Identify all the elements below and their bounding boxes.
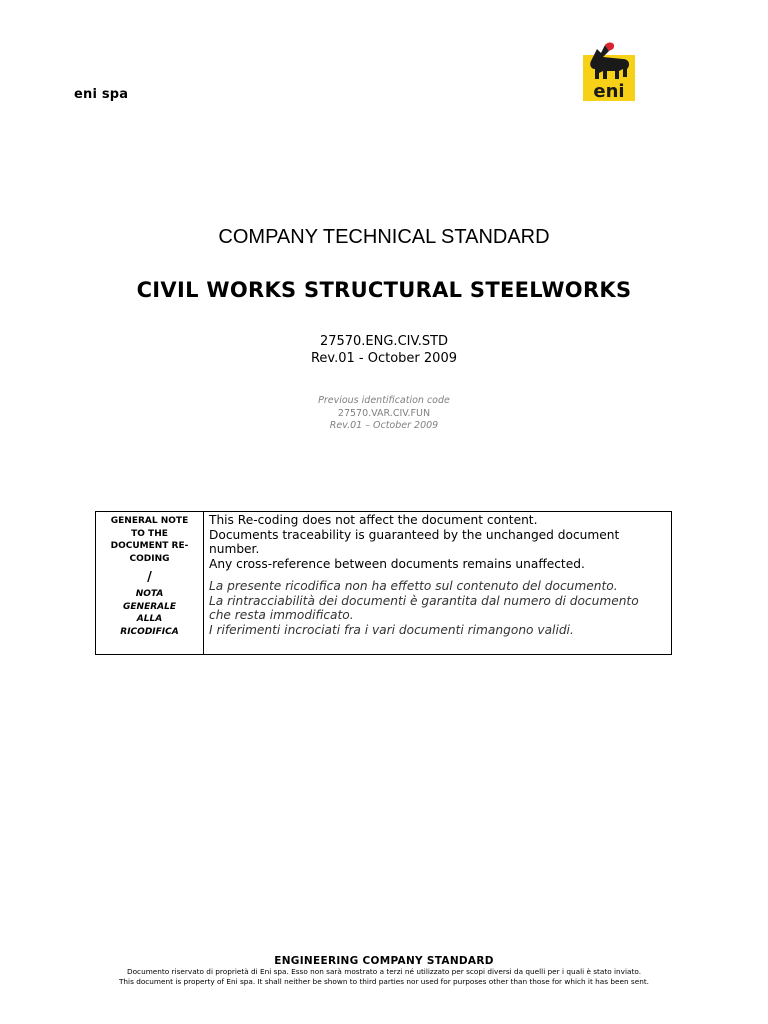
document-code-block — [0, 333, 768, 367]
note-text-cell — [204, 512, 671, 654]
note-label-en-line: GENERAL NOTE — [110, 516, 189, 526]
note-label-cell — [96, 512, 204, 654]
note-text-en — [209, 513, 666, 571]
note-label-en-line: TO THE — [131, 528, 168, 539]
document-title: CIVIL WORKS STRUCTURAL STEELWORKS — [136, 278, 632, 302]
previous-code-block — [0, 395, 768, 433]
document-code: 27570.ENG.CIV.STD — [319, 334, 449, 349]
note-label-it — [96, 588, 203, 638]
note-label-it-line: ALLA — [136, 614, 163, 624]
previous-code: 27570.VAR.CIV.FUN — [337, 407, 431, 419]
note-label-en — [96, 515, 203, 565]
company-name: eni spa — [74, 87, 129, 102]
previous-revision: Rev.01 – October 2009 — [329, 420, 439, 431]
note-it-line: I riferimenti incrociati fra i vari documenti rimangono validi. — [209, 622, 574, 637]
note-it-line: La presente ricodifica non ha effetto sul contenuto del documento. — [209, 579, 618, 593]
note-en-line: This Re-coding does not affect the document content. — [209, 513, 538, 527]
recoding-note-table — [95, 511, 672, 655]
footer-disclaimer-it: Documento riservato di proprietà di Eni spa. Esso non sarà mostrato a terzi né utilizzato per scopi diversi da quelli per i quali è stato inviato. — [126, 967, 642, 976]
note-label-en-line: DOCUMENT RE- — [110, 541, 189, 551]
note-text-it — [209, 579, 666, 637]
previous-label: Previous identification code — [318, 395, 450, 406]
eni-logo — [583, 41, 635, 101]
note-label-it-line: RICODIFICA — [120, 626, 179, 637]
footer-disclaimer-en: This document is property of Eni spa. It shall neither be shown to third parties nor used for purposes other than those for which it has been sent. — [118, 977, 650, 986]
standard-type: COMPANY TECHNICAL STANDARD — [218, 226, 550, 248]
note-en-line: Documents traceability is guaranteed by the unchanged document — [209, 527, 620, 542]
logo-text: eni — [593, 81, 625, 101]
note-en-line: Any cross-reference between documents remains unaffected. — [209, 556, 585, 571]
note-label-it-line: GENERALE — [123, 601, 176, 612]
note-label-slash: / — [147, 570, 152, 585]
document-revision: Rev.01 - October 2009 — [310, 351, 457, 366]
note-it-line: La rintracciabilità dei documenti è garantita dal numero di documento — [209, 593, 639, 608]
note-it-line: che resta immodificato. — [209, 608, 354, 622]
note-label-en-line: CODING — [129, 553, 170, 564]
note-en-line: number. — [209, 542, 260, 556]
note-label-it-line: NOTA — [135, 589, 164, 599]
footer-title: ENGINEERING COMPANY STANDARD — [274, 955, 494, 967]
